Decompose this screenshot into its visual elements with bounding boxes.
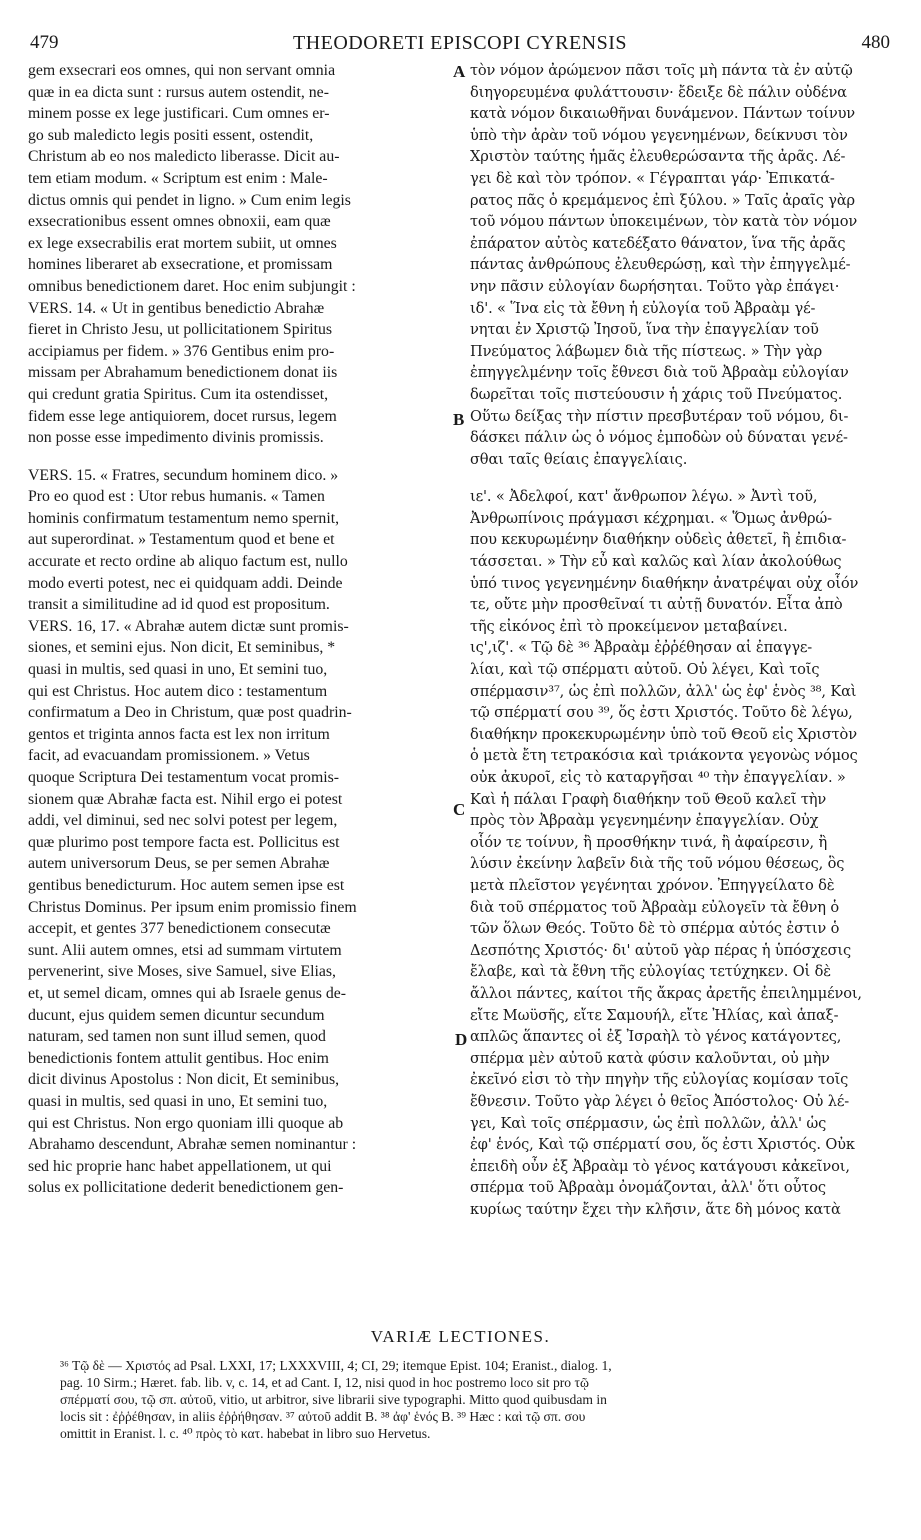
greek-text-line: ρατος πᾶς ὁ κρεμάμενος ἐπὶ ξύλου. » Ταῖς ἀραῖς γὰρ — [470, 191, 855, 209]
latin-text-line: addi, vel diminui, sed nec solvi potest per legem, — [28, 812, 338, 830]
latin-column — [28, 60, 448, 1199]
latin-text-line: fidem esse lege antiquiorem, docet rursus, legem — [28, 407, 337, 425]
latin-text-line: aut superordinat. » Testamentum quod et bene et — [28, 531, 335, 549]
greek-text-line: ὑπὸ τὴν ἀρὰν τοῦ νόμου γεγενημένων, δείκνυσι τὸν — [470, 126, 848, 144]
latin-text-line: quasi in multis, sed quasi in uno, Et semini tuo, — [28, 1092, 328, 1110]
latin-text-line: siones, et semini ejus. Non dicit, Et seminibus, * — [28, 639, 336, 657]
margin-letter-b: B — [453, 410, 465, 429]
greek-text-line: ἐφ' ἑνός, Καὶ τῷ σπέρματί σου, ὅς ἐστι Χριστός. Οὐκ — [470, 1136, 855, 1154]
page-title: THEODORETI EPISCOPI CYRENSIS — [292, 32, 628, 54]
greek-text-line: μετὰ πλεῖστον γεγένηται χρόνον. Ἐπηγγείλατο δὲ — [470, 876, 835, 894]
greek-text-line: τῶν ὅλων Θεός. Τοῦτο δὲ τὸ σπέρμα αὐτός ἐστιν ὁ — [470, 920, 840, 938]
greek-text-line: οὐκ ἀκυροῖ, εἰς τὸ καταργῆσαι ⁴⁰ τὴν ἐπαγγελίαν. » — [470, 769, 846, 786]
latin-text-line: quasi in multis, sed quasi in uno, Et semini tuo, — [28, 661, 328, 679]
greek-text-line: πρὸς τὸν Ἀβραὰμ γεγενημένην ἐπαγγελίαν. Οὐχ — [470, 812, 819, 830]
greek-text-line: κυρίως ταύτην ἔχει τὴν κλῆσιν, ἅτε δὴ μόνος κατὰ — [470, 1200, 841, 1218]
greek-text-line: διὰ τοῦ σπέρματος τοῦ Ἀβραὰμ εὐλογεῖν τὰ ἔθνη ὁ — [470, 898, 839, 916]
greek-text-line: σπέρμα μὲν αὐτοῦ κατὰ φύσιν καλοῦνται, οὐ μὴν — [470, 1049, 830, 1067]
greek-text-line: νην πᾶσιν εὐλογίαν δωρήσηται. Τοῦτο γὰρ ἐπάγει· — [470, 277, 840, 295]
greek-text-line: τε, οὔτε μὴν προσθεῖναί τι αὐτῇ δυνατόν. Εἶτα ἀπὸ — [470, 596, 843, 614]
greek-text-line: Χριστὸν ταύτης ἡμᾶς ἐλευθερώσαντα τῆς ἀρᾶς. Λέ- — [470, 148, 846, 166]
greek-text-line: Καὶ ἡ πάλαι Γραφὴ διαθήκην τοῦ Θεοῦ καλεῖ τὴν — [470, 790, 827, 808]
latin-text-line: tem etiam modum. « Scriptum est enim : Male- — [28, 169, 328, 187]
greek-paragraph-1 — [470, 60, 880, 470]
footnote-line: σπέρματί σου, τῷ σπ. αὐτοῦ, vitio, ut arbitror, sive librarii sive typographi. Mitto quod quibusdam in — [60, 1392, 607, 1407]
latin-text-line: facit, ad evacuandam promissionem. » Vetus — [28, 747, 310, 765]
greek-text-line: διαθήκην προκεκυρωμένην ὑπὸ τοῦ Θεοῦ εἰς Χριστὸν — [470, 725, 857, 743]
latin-text-line: solus ex pollicitatione dederit benedictionem gen- — [28, 1179, 344, 1197]
latin-text-line: Christum ab eo nos maledicto liberasse. Dicit au- — [28, 148, 340, 166]
latin-text-line: pervenerint, sive Moses, sive Samuel, sive Elias, — [28, 963, 336, 981]
running-header — [30, 32, 890, 56]
greek-text-line: ἐκεῖνό εἰσι τὸ τὴν πηγὴν τῆς εὐλογίας κομίσαν τοῖς — [470, 1071, 849, 1089]
footnote-line: locis sit : ἐῤῥέθησαν, in aliis ἐῤῥήθησαν. ³⁷ αὐτοῦ addit B. ³⁸ ἀφ' ἑνός B. ³⁹ Hæc : καὶ τῷ σπ. σου — [60, 1409, 586, 1424]
latin-text-line: sionem quæ Abrahæ facta est. Nihil ergo ei potest — [28, 790, 343, 808]
latin-text-line: VERS. 14. « Ut in gentibus benedictio Abrahæ — [28, 299, 325, 317]
greek-text-line: τάσσεται. » Τὴν εὖ καὶ καλῶς καὶ λίαν ἀκολούθως — [470, 553, 842, 571]
page-number-left: 479 — [30, 32, 59, 53]
latin-text-line: exsecrationibus essent omnes obnoxii, eam quæ — [28, 213, 331, 231]
greek-paragraph-2 — [470, 486, 880, 1220]
latin-text-line: gentibus benedicturum. Hoc autem semen ipse est — [28, 876, 345, 894]
greek-text-line: λύσιν ἐκείνην λαβεῖν διὰ τῆς τοῦ νόμου θέσεως, ὃς — [470, 855, 845, 873]
greek-text-line: ἄλλοι πάντες, καίτοι τῆς ἄκρας ἀρετῆς ἐπειλημμένοι, — [470, 984, 862, 1002]
greek-text-line: σθαι ταῖς θείαις ἐπαγγελίαις. — [470, 450, 688, 468]
latin-text-line: hominis confirmatum testamentum nemo spernit, — [28, 509, 340, 527]
latin-text-line: Pro eo quod est : Utor rebus humanis. « Tamen — [28, 488, 325, 506]
latin-text-line: quoque Scriptura Dei testamentum vocat promis- — [28, 769, 340, 786]
greek-text-line: ἔλαβε, καὶ τὰ ἔθνη τῆς εὐλογίας τετύχηκεν. Οἱ δὲ — [470, 963, 831, 981]
latin-text-line: modo everti potest, nec ei quidquam addi. Deinde — [28, 574, 343, 592]
latin-text-line: et, ut semel dicam, omnes qui ab Israele genus de- — [28, 984, 347, 1002]
latin-text-line: ex lege exsecrabilis erat mortem subiit, ut omnes — [28, 234, 337, 252]
greek-text-line: ἐπειδὴ οὖν ἐξ Ἀβραὰμ τὸ γένος κατάγουσι κἀκεῖνοι, — [470, 1157, 850, 1175]
latin-text-line: qui est Christus. Hoc autem dico : testamentum — [28, 682, 328, 700]
latin-text-line: qui est Christus. Non ergo quoniam illi quoque ab — [28, 1114, 344, 1132]
latin-text-line: quæ plurimo post tempore facta est. Pollicitus est — [28, 833, 340, 851]
greek-text-line: εἴτε Μωϋσῆς, εἴτε Σαμουήλ, εἴτε Ἠλίας, καὶ ἁπαξ- — [470, 1006, 839, 1024]
latin-text-line: VERS. 15. « Fratres, secundum hominem dico. » — [28, 466, 339, 484]
greek-text-line: ις',ιζ'. « Τῷ δὲ ³⁶ Ἀβραὰμ ἐῤῥέθησαν αἱ ἐπαγγε- — [470, 639, 813, 657]
greek-text-line: Οὕτω δείξας τὴν πίστιν πρεσβυτέραν τοῦ νόμου, δι- — [470, 407, 849, 425]
latin-paragraph-1 — [28, 60, 448, 449]
latin-text-line: missam per Abrahamum benedictionem donat iis — [28, 364, 338, 382]
greek-text-line: πάντας ἀνθρώπους ἐλευθερώσῃ, καὶ τὴν ἐπηγγελμέ- — [470, 256, 851, 274]
latin-text-line: gem exsecrari eos omnes, qui non servant omnia — [28, 62, 336, 79]
greek-text-line: ἐπάρατον αὐτὸς κατεδέξατο θάνατον, ἵνα τῆς ἀρᾶς — [470, 234, 846, 252]
latin-text-line: benedictionis fontem attulit gentibus. Hoc enim — [28, 1049, 329, 1067]
greek-text-line: τοῦ νόμου πάντων ὑποκειμένων, τὸν κατὰ τὸν νόμον — [470, 213, 858, 231]
greek-text-line: δωρεῖται τοῖς πιστεύουσιν ἡ χάρις τοῦ Πνεύματος. — [470, 385, 843, 403]
latin-text-line: homines liberaret ab exsecratione, et promissam — [28, 256, 333, 274]
greek-text-line: γει, Καὶ τοῖς σπέρμασιν, ὡς ἐπὶ πολλῶν, ἀλλ' ὡς — [470, 1114, 827, 1132]
latin-text-line: naturam, sed tamen non sunt illud semen, quod — [28, 1028, 326, 1046]
footnotes — [60, 1357, 880, 1442]
footnote-line: pag. 10 Sirm.; Hæret. fab. lib. v, c. 14, et ad Cant. I, 12, nisi quod in hoc postremo loco sit pro τῷ — [60, 1375, 589, 1390]
greek-text-line: Ἀνθρωπίνοις πράγμασι κέχρημαι. « Ὅμως ἀνθρώ- — [470, 509, 832, 527]
greek-text-line: ἔθνεσιν. Τοῦτο γὰρ λέγει ὁ θεῖος Ἀπόστολος· Οὐ λέ- — [470, 1092, 850, 1110]
greek-text-line: απλῶς ἅπαντες οἱ ἐξ Ἰσραὴλ τὸ γένος κατάγοντες, — [470, 1028, 842, 1046]
variae-lectiones-heading: VARIÆ LECTIONES. — [370, 1327, 551, 1346]
latin-text-line: accipiamus per fidem. » 376 Gentibus enim pro- — [28, 342, 335, 360]
latin-text-line: VERS. 16, 17. « Abrahæ autem dictæ sunt promis- — [28, 617, 349, 635]
greek-text-line: ἐπηγγελμένην τοῖς ἔθνεσι διὰ τοῦ Ἀβραὰμ εὐλογίαν — [470, 364, 849, 382]
latin-text-line: ducunt, ejus quidem semen dicuntur secundum — [28, 1006, 325, 1024]
greek-text-line: Πνεύματος λάβωμεν διὰ τῆς πίστεως. » Τὴν γὰρ — [470, 342, 823, 360]
latin-text-line: minem posse ex lege justificari. Cum omnes er- — [28, 105, 330, 123]
greek-text-line: ιδ'. « Ἵνα εἰς τὰ ἔθνη ἡ εὐλογία τοῦ Ἀβραὰμ γέ- — [470, 299, 816, 317]
greek-text-line: ιε'. « Ἀδελφοί, κατ' ἄνθρωπον λέγω. » Ἀντὶ τοῦ, — [470, 488, 818, 506]
greek-text-line: τὸν νόμον ἀρώμενον πᾶσι τοῖς μὴ πάντα τὰ ἐν αὐτῷ — [470, 62, 853, 79]
margin-letter-c: C — [453, 800, 466, 819]
latin-text-line: dictus omnis qui pendet in ligno. » Cum enim legis — [28, 191, 351, 209]
latin-paragraph-2 — [28, 465, 448, 1199]
greek-text-line: γει δὲ καὶ τὸν τρόπον. « Γέγραπται γάρ· Ἐπικατά- — [470, 169, 835, 187]
latin-text-line: dicit divinus Apostolus : Non dicit, Et seminibus, — [28, 1071, 340, 1089]
latin-text-line: confirmatum a Deo in Christum, quæ post quadrin- — [28, 704, 352, 722]
latin-text-line: go sub maledicto legis positi essent, ostendit, — [28, 126, 314, 144]
greek-text-line: Δεσπότης Χριστός· δι' αὐτοῦ γὰρ πέρας ἡ ὑπόσχεσις — [470, 941, 851, 959]
latin-text-line: fieret in Christo Jesu, ut pollicitationem Spiritus — [28, 321, 333, 339]
footnote-line: omittit in Eranist. l. c. ⁴⁰ πρὸς τὸ κατ. habebat in libro suo Hervetus. — [60, 1426, 431, 1441]
latin-text-line: qui credunt gratia Spiritus. Cum ita ostendisset, — [28, 385, 329, 403]
latin-text-line: sed hic proprie hanc habet appellationem, ut qui — [28, 1157, 332, 1175]
latin-text-line: Christus Dominus. Per ipsum enim promissio finem — [28, 898, 357, 916]
latin-text-line: sunt. Alii autem omnes, etsi ad summam virtutem — [28, 941, 342, 959]
footnote-line: ³⁶ Τῷ δὲ — Χριστός ad Psal. LXXI, 17; LXXXVIII, 4; CI, 29; itemque Epist. 104; Eranist., dialog. 1, — [60, 1358, 612, 1373]
latin-text-line: non posse esse impedimento divinis promissis. — [28, 429, 324, 447]
greek-text-line: νηται ἐν Χριστῷ Ἰησοῦ, ἵνα τὴν ἐπαγγελίαν τοῦ — [470, 321, 819, 339]
page-number-right: 480 — [861, 32, 890, 53]
margin-letter-a: A — [453, 62, 466, 81]
latin-text-line: quæ in ea dicta sunt : rursus autem ostendit, ne- — [28, 83, 329, 101]
latin-text-line: accepit, et gentes 377 benedictionem consecutæ — [28, 920, 331, 938]
margin-letter-d: D — [455, 1030, 468, 1049]
latin-text-line: autem universorum Deus, se per semen Abrahæ — [28, 855, 330, 873]
greek-text-line: λίαι, καὶ τῷ σπέρματι αὐτοῦ. Οὐ λέγει, Καὶ τοῖς — [470, 661, 820, 679]
greek-text-line: οἷόν τε τοίνυν, ἢ προσθήκην τινά, ἢ ἀφαίρεσιν, ἢ — [470, 833, 828, 851]
greek-text-line: ὁ μετὰ ἔτη τετρακόσια καὶ τριάκοντα γεγονὼς νόμος — [470, 747, 858, 765]
greek-column — [470, 60, 880, 1220]
latin-text-line: omnibus benedictionem daret. Hoc enim subjungit : — [28, 277, 356, 295]
greek-text-line: τῆς εἰκόνος ἐπὶ τὸ προκείμενον μεταβαίνει. — [470, 617, 788, 635]
greek-text-line: τῷ σπέρματί σου ³⁹, ὅς ἐστι Χριστός. Τοῦτο δὲ λέγω, — [470, 704, 853, 722]
greek-text-line: σπέρμασιν³⁷, ὡς ἐπὶ πολλῶν, ἀλλ' ὡς ἐφ' ἑνὸς ³⁸, Καὶ — [470, 682, 857, 700]
greek-text-line: διηγορευμένα φυλάττουσιν· ἔδειξε δὲ πάλιν οὐδένα — [470, 83, 847, 101]
greek-text-line: που κεκυρωμένην διαθήκην οὐδεὶς ἀθετεῖ, ἢ ἐπιδια- — [470, 531, 847, 549]
latin-text-line: Abrahamo descendunt, Abrahæ semen nominantur : — [28, 1136, 357, 1154]
greek-text-line: κατὰ νόμον δικαιωθῆναι δυνάμενον. Πάντων τοίνυν — [470, 105, 856, 123]
latin-text-line: transit a similitudine ad id quod est propositum. — [28, 596, 330, 614]
greek-text-line: σπέρμα τοῦ Ἀβραὰμ ὀνομάζονται, ἀλλ' ὅτι οὗτος — [470, 1179, 826, 1197]
latin-text-line: accurate et recto ordine ab aliquo factum est, nullo — [28, 553, 348, 571]
latin-text-line: gentos et triginta annos facta est lex non irritum — [28, 725, 330, 743]
greek-text-line: ὑπό τινος γεγενημένην διαθήκην ἀνατρέψαι οὐχ οἷόν — [470, 574, 859, 592]
greek-text-line: δάσκει πάλιν ὡς ὁ νόμος ἐμποδὼν οὐ δύναται γενέ- — [470, 429, 848, 447]
